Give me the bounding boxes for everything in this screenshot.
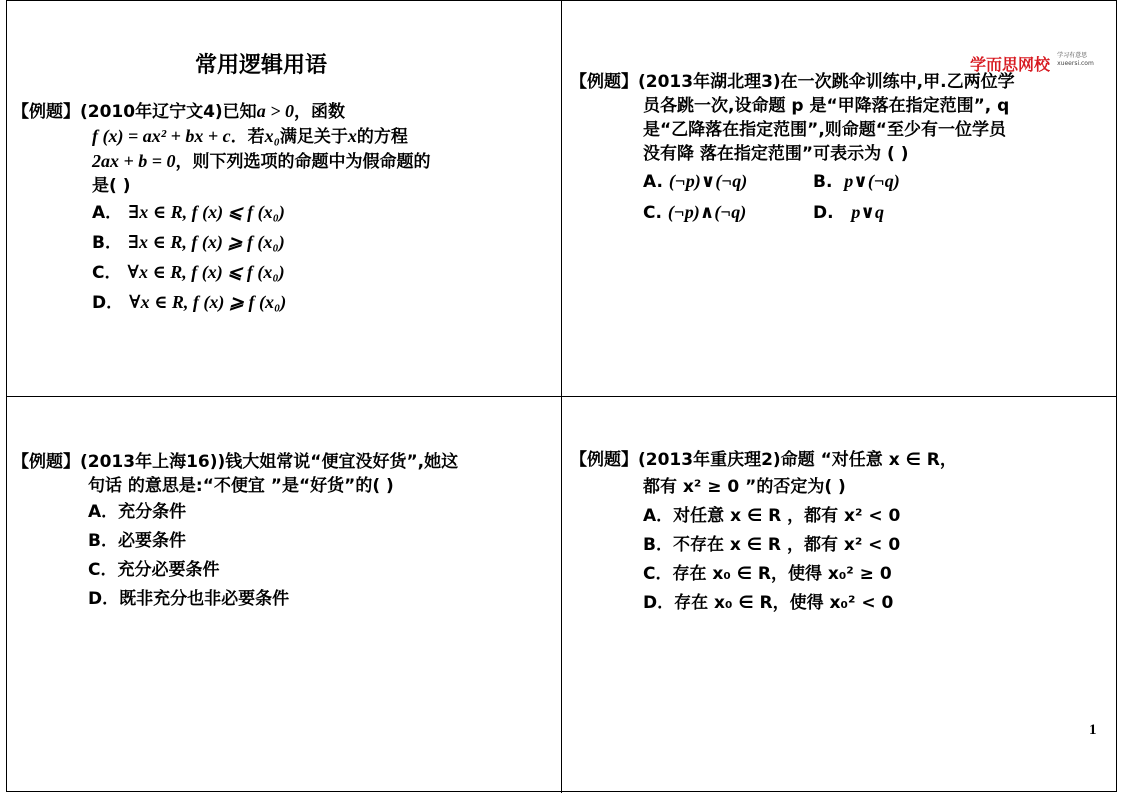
q4-line-1: (2013年重庆理2)命题 “对任意 x ∈ R，	[638, 450, 957, 470]
q2-option-a[interactable]: A. (¬p)∨(¬q)	[643, 171, 748, 192]
q4-option-d[interactable]: D．存在 x₀ ∈ R，使得 x₀² < 0	[643, 593, 894, 613]
logo-sub	[1057, 52, 1094, 68]
q1-mid2: 满足关于	[279, 127, 348, 147]
q1-intro: (2010年辽宁文4)已知	[80, 102, 257, 122]
q1-option-c[interactable]: C． ∀x ∈ R, f (x) ⩽ f (x₀)	[92, 262, 285, 283]
horizontal-divider	[6, 396, 1117, 397]
question-4	[570, 448, 1110, 618]
q4-option-b[interactable]: B．不存在 x ∈ R ，都有 x² < 0	[643, 535, 901, 555]
q2-line-4: 没有降 落在指定范围”可表示为 ( )	[643, 144, 909, 164]
q3-option-b[interactable]: B．必要条件	[88, 531, 186, 551]
q1-func: f (x) = ax² + bx + c	[92, 126, 231, 146]
q1-option-b[interactable]: B． ∃x ∈ R, f (x) ⩾ f (x₀)	[92, 232, 285, 253]
q1-mid4: ，则下列选项的命题中为假命题的	[175, 152, 431, 172]
q1-x0: x₀	[264, 126, 280, 146]
q2-option-c[interactable]: C. (¬p)∧(¬q)	[643, 202, 747, 223]
q2-option-d[interactable]: D. p∨q	[813, 202, 884, 223]
q3-option-c[interactable]: C．充分必要条件	[88, 560, 220, 580]
q2-option-b[interactable]: B. p∨(¬q)	[813, 171, 900, 192]
logo-sub1: 学习有意思	[1057, 52, 1088, 59]
q2-line-3: 是“乙降落在指定范围”,则命题“至少有一位学员	[643, 120, 1006, 140]
question-1	[12, 99, 552, 318]
page-number: 1	[1089, 722, 1097, 738]
logo-name: 学而思网校	[970, 55, 1051, 74]
q3-tag: 【例题】	[12, 452, 80, 472]
q1-option-d[interactable]: D． ∀x ∈ R, f (x) ⩾ f (x₀)	[92, 292, 287, 313]
q4-option-a[interactable]: A．对任意 x ∈ R ，都有 x² < 0	[643, 506, 901, 526]
q3-option-a[interactable]: A．充分条件	[88, 502, 187, 522]
q2-line-2: 员各跳一次,设命题 p 是“甲降落在指定范围”, q	[643, 96, 1010, 116]
q1-mid: ．若	[230, 127, 265, 147]
logo-sub2: xueersi.com	[1057, 60, 1094, 67]
q4-option-c[interactable]: C．存在 x₀ ∈ R，使得 x₀² ≥ 0	[643, 564, 892, 584]
question-2	[570, 70, 1110, 228]
q1-mid3: 的方程	[356, 127, 408, 147]
q3-option-d[interactable]: D．既非充分也非必要条件	[88, 589, 290, 609]
question-3	[12, 450, 552, 614]
q2-tag: 【例题】	[570, 72, 638, 92]
q1-cond: a > 0	[256, 101, 294, 121]
q1-end: 是( )	[92, 176, 131, 196]
q2-line-1: (2013年湖北理3)在一次跳伞训练中,甲.乙两位学	[638, 72, 1015, 92]
q1-eq: 2ax + b = 0	[92, 151, 176, 171]
q1-intro2: ，函数	[293, 102, 345, 122]
q1-x: x	[347, 126, 357, 146]
q4-tag: 【例题】	[570, 450, 638, 470]
q4-line-2: 都有 x² ≥ 0 ”的否定为( )	[643, 477, 846, 497]
q3-line-1: (2013年上海16))钱大姐常说“便宜没好货”,她这	[80, 452, 459, 472]
q1-tag: 【例题】	[12, 102, 80, 122]
q1-option-a[interactable]: A． ∃x ∈ R, f (x) ⩽ f (x₀)	[92, 202, 285, 223]
page-title: 常用逻辑用语	[195, 53, 328, 78]
q3-line-2: 句话 的意思是:“不便宜 ”是“好货”的( )	[88, 476, 394, 496]
